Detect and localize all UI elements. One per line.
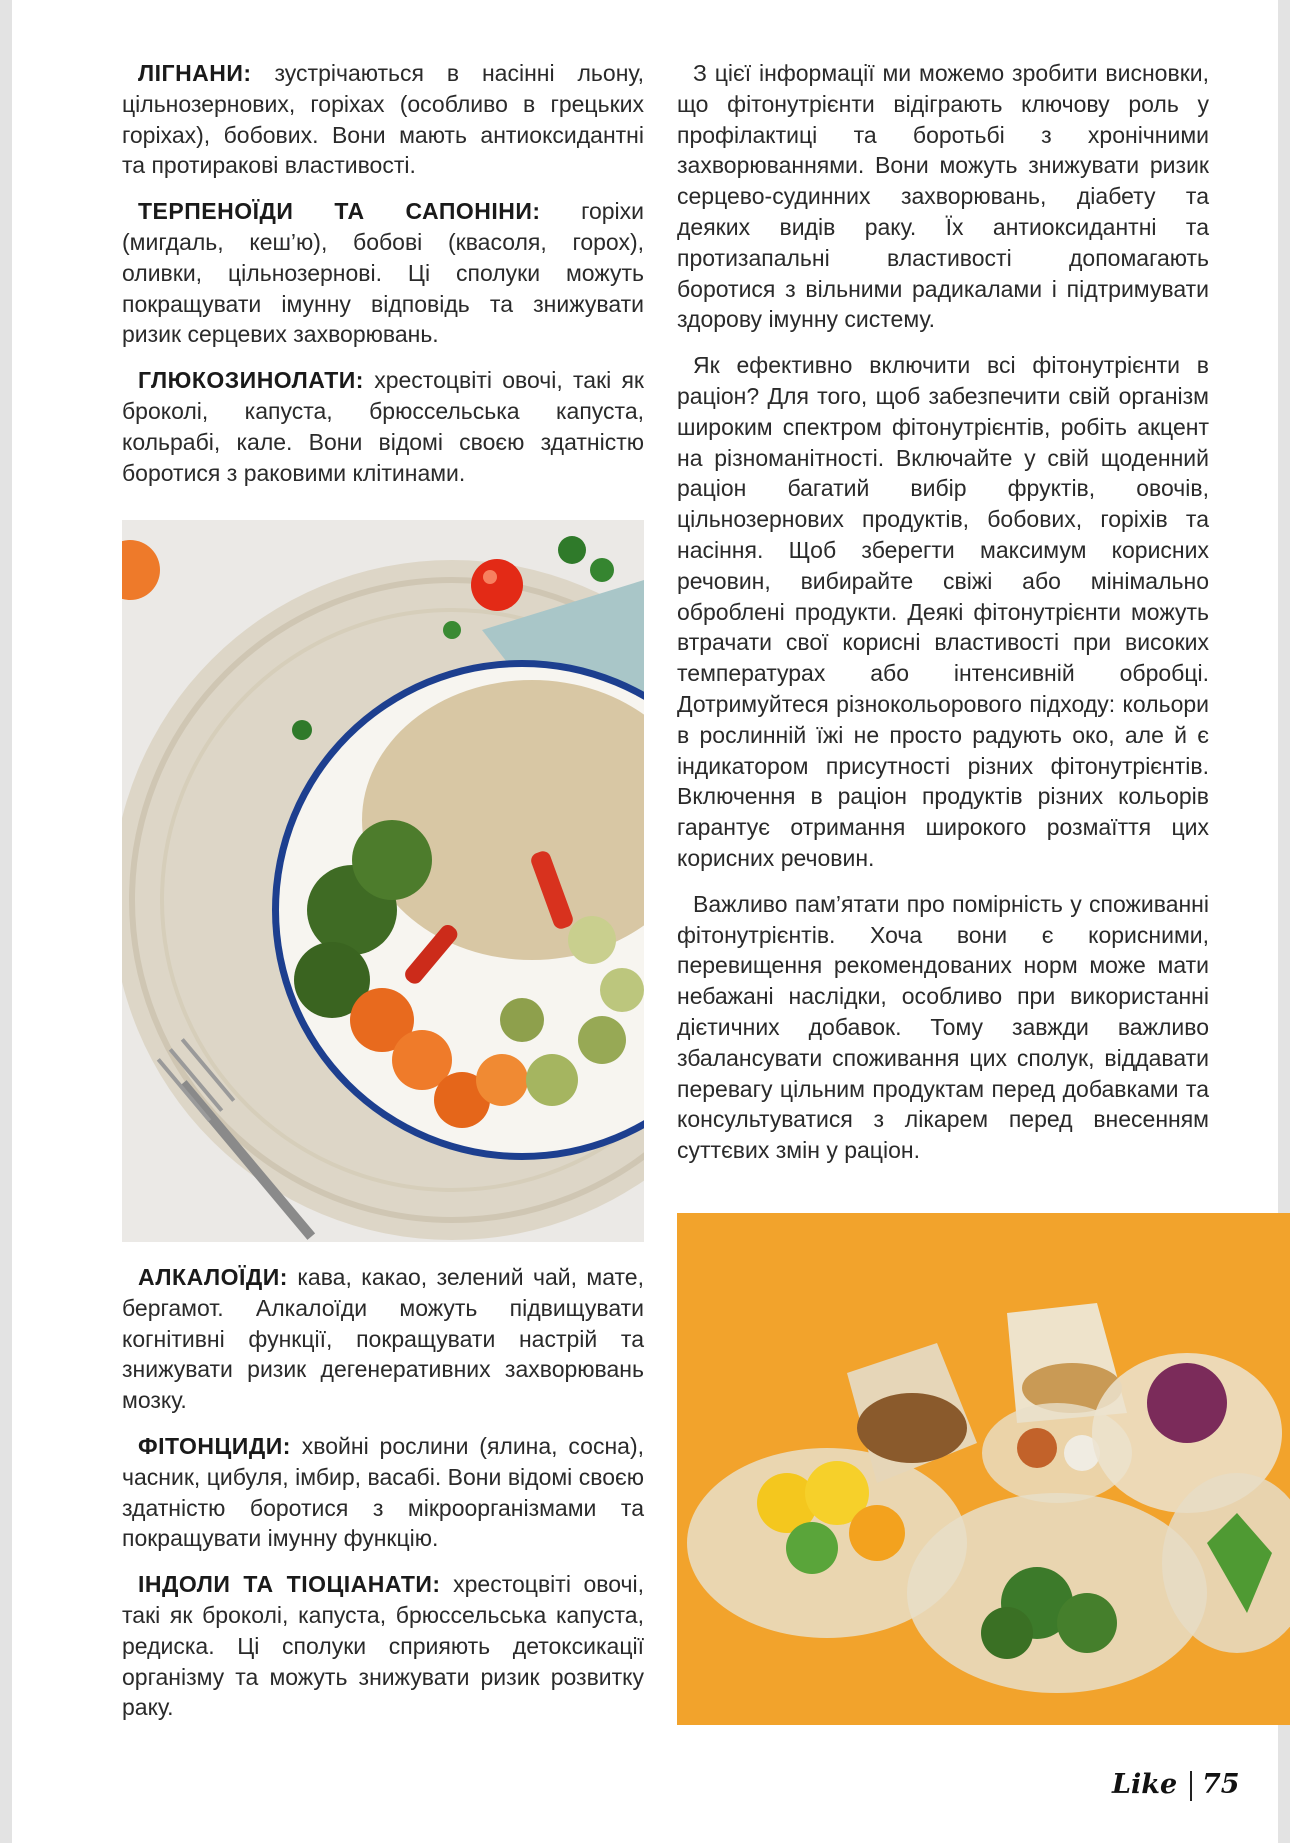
paragraph-lignans bbox=[122, 58, 644, 181]
salad-bowl-photo bbox=[122, 520, 644, 1242]
term-glucosinolates: ГЛЮКОЗИНОЛАТИ: bbox=[138, 367, 364, 394]
term-terpenoids: ТЕРПЕНОЇДИ ТА САПОНІНИ: bbox=[138, 198, 541, 225]
magazine-page bbox=[12, 0, 1278, 1843]
text-terpenoids: горіхи (мигдаль, кеш’ю), бобові (квасоля, горох), оливки, цільнозернові. Ці сполуки можуть покращувати імунну відповідь та знижувати ризик серцевих захворювань. bbox=[122, 198, 644, 348]
text-phytoncides: хвойні рослини (ялина, сосна), часник, цибуля, імбир, васабі. Вони відомі своєю здатністю боротися з мікроорганізмами та покращувати імунну функцію. bbox=[122, 1432, 644, 1552]
paragraph-moderation: Важливо пам’ятати про помірність у споживанні фітонутрієнтів. Хоча вони є корисними, перевищення рекомендованих норм може мати небажані наслідки, особливо при використанні дієтичних добавок. Тому завжди важливо збалансувати споживання цих сполук, віддавати перевагу цільним продуктам перед добавками та консультуватися з лікарем перед внесенням суттєвих змін у раціон. bbox=[677, 890, 1209, 1164]
term-indoles: ІНДОЛИ ТА ТІОЦІАНАТИ: bbox=[138, 1571, 441, 1598]
left-column-top bbox=[122, 58, 644, 503]
text-alkaloids: кава, какао, зелений чай, мате, бергамот. Алкалоїди можуть підвищувати когнітивні функції, покращувати настрій та знижувати ризик дегенеративних захворювань мозку. bbox=[122, 1264, 644, 1414]
produce-bags-photo bbox=[677, 1213, 1290, 1725]
paragraph-how-to-include: Як ефективно включити всі фітонутрієнти в раціон? Для того, щоб забезпечити свій організм широким спектром фітонутрієнтів, робіть акцент на різноманітності. Включайте у свій щоденний раціон багатий вибір фруктів, овочів, цільнозернових продуктів, бобових, горіхів та насіння. Щоб зберегти максимум корисних речовин, вибирайте свіжі або мінімально оброблені продукти. Деякі фітонутрієнти можуть втрачати свої корисні властивості при високих температурах або інтенсивній обробці. Дотримуйтеся різнокольорового підходу: кольори в рослинній їжі не просто радують око, але й є індикатором присутності різних фітонутрієнтів. Включення в раціон продуктів різних кольорів гарантує отримання широкого розмаїття цих корисних речовин. bbox=[677, 352, 1209, 871]
term-lignans: ЛІГНАНИ: bbox=[138, 60, 252, 86]
term-phytoncides: ФІТОНЦИДИ: bbox=[138, 1432, 291, 1459]
footer-separator bbox=[1190, 1771, 1192, 1801]
term-alkaloids: АЛКАЛОЇДИ: bbox=[138, 1264, 288, 1290]
produce-bags-illustration bbox=[677, 1213, 1290, 1725]
paragraph-terpenoids bbox=[122, 196, 644, 350]
magazine-brand: Like bbox=[1112, 1769, 1178, 1800]
right-column bbox=[677, 58, 1209, 1181]
paragraph-alkaloids bbox=[122, 1262, 644, 1416]
text-lignans: зустрічаються в насінні льону, цільнозернових, горіхах (особливо в грецьких горіхах), бобових. Вони мають антиоксидантні та протиракові властивості. bbox=[122, 60, 644, 179]
salad-bowl-illustration bbox=[122, 520, 644, 1242]
paragraph-phytoncides bbox=[122, 1431, 644, 1554]
text-indoles: хрестоцвіті овочі, такі як броколі, капуста, брюссельська капуста, редиска. Ці сполуки сприяють детоксикації організму та можуть знижувати ризик розвитку раку. bbox=[122, 1571, 644, 1721]
paragraph-indoles bbox=[122, 1569, 644, 1723]
left-column-bottom bbox=[122, 1262, 644, 1738]
paragraph-conclusions: З цієї інформації ми можемо зробити висновки, що фітонутрієнти відіграють ключову роль у профілактиці та боротьбі з хронічними захворюваннями. Вони можуть знижувати ризик серцево-судинних захворювань, діабету та деяких видів раку. Їх антиоксидантні та протизапальні властивості допомагають боротися з вільними радикалами і підтримувати здорову імунну систему. bbox=[677, 60, 1209, 333]
text-glucosinolates: хрестоцвіті овочі, такі як броколі, капуста, брюссельська капуста, кольрабі, кале. Вони відомі своєю здатністю боротися з раковими клітинами. bbox=[122, 367, 644, 486]
page-number: 75 bbox=[1202, 1769, 1240, 1800]
paragraph-glucosinolates bbox=[122, 365, 644, 488]
